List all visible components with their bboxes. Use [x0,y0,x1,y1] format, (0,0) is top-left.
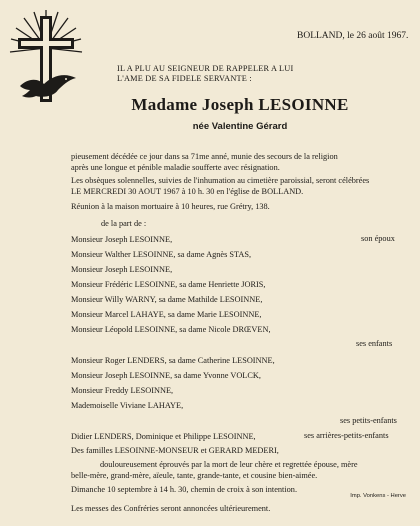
family-line-13: Des familles LESOINNE-MONSEUR et GERARD MEDERI, [71,446,279,455]
confraternity-note: Les messes des Confréries seront annoncées ultérieurement. [71,504,271,513]
deceased-name: Madame Joseph LESOINNE [131,95,349,114]
family-line-6: Monsieur Marcel LAHAYE, sa dame Marie LESOINNE, [71,310,262,319]
dateline: BOLLAND, le 26 août 1967. [297,31,409,41]
family-line-4: Monsieur Frédéric LESOINNE, sa dame Henriette JORIS, [71,280,266,289]
maiden-name: née Valentine Gérard [192,121,288,132]
family-line-12: Didier LENDERS, Dominique et Philippe LESOINNE, [71,432,256,441]
relation-tag-children: ses enfants [356,339,393,348]
closing-line-1: douloureusement éprouvés par la mort de leur chère et regrettée épouse, mère [100,460,358,469]
gathering-line: Réunion à la maison mortuaire à 10 heures, rue Grétry, 138. [71,202,270,211]
mass-note: Dimanche 10 septembre à 14 h. 30, chemin de croix à son intention. [71,485,298,494]
relation-tag-spouse: son époux [361,234,395,243]
family-line-7: Monsieur Léopold LESOINNE, sa dame Nicole DRŒVEN, [71,325,271,334]
relation-tag-grandchildren: ses petits-enfants [340,416,397,425]
family-line-1: Monsieur Joseph LESOINNE, [71,235,173,244]
closing-line-2: belle-mère, grand-mère, aïeule, tante, grande-tante, et cousine bien-aimée. [71,471,318,480]
announcement-line-1: IL A PLU AU SEIGNEUR DE RAPPELER A LUI [117,64,294,73]
death-paragraph-line-2: après une longue et pénible maladie soufferte avec résignation. [71,163,280,172]
from-intro: de la part de : [101,219,147,228]
funeral-paragraph-line-2: LE MERCREDI 30 AOUT 1967 à 10 h. 30 en l'église de BOLLAND. [71,187,304,196]
family-line-11: Mademoiselle Viviane LAHAYE, [71,401,184,410]
family-line-9: Monsieur Joseph LESOINNE, sa dame Yvonne VOLCK, [71,371,261,380]
family-line-10: Monsieur Freddy LESOINNE, [71,386,174,395]
death-paragraph-line-1: pieusement décédée ce jour dans sa 71me anné, munie des secours de la religion [71,152,338,161]
announcement-line-2: L'AME DE SA FIDELE SERVANTE : [117,74,252,83]
printer-credit: Imp. Vonkens - Herve [350,493,406,499]
family-line-8: Monsieur Roger LENDERS, sa dame Catherine LESOINNE, [71,356,275,365]
cross-with-dove-icon [6,8,84,112]
family-line-3: Monsieur Joseph LESOINNE, [71,265,173,274]
funeral-paragraph-line-1: Les obsèques solennelles, suivies de l'inhumation au cimetière paroissial, seront célébrées [71,176,370,185]
family-line-5: Monsieur Willy WARNY, sa dame Mathilde LESOINNE, [71,295,263,304]
family-line-2: Monsieur Walther LESOINNE, sa dame Agnès STAS, [71,250,252,259]
relation-tag-great-grandchildren: ses arrières-petits-enfants [304,431,389,440]
